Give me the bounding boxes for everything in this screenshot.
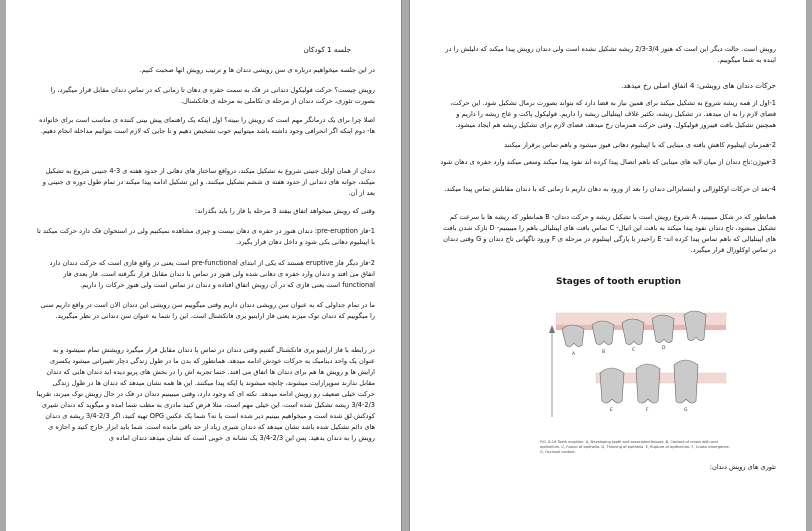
tooth-eruption-illustration [540, 277, 730, 437]
paragraph-movement-4: 4-بعد ان حرکات اوکلوزالی و اینسایزالی دندان را بعد از ورود به دهان داریم تا زمانی که با دندان مقابلش تماس پیدا میکند. [444, 185, 776, 193]
figure-label-e: E [610, 408, 613, 413]
document-page-right [409, 0, 806, 531]
paragraph-movement-2: 2-همزمان اپیتلیوم کاهش یافته ی مینایی که با اپیتلیوم دهانی فیوز میشود و باهم تماس برقرار میکنند [504, 141, 776, 149]
figure-caption: FIG. 6-16 Tooth eruption. A, Developing tooth and associated tissues. B, Contact of crown with oral epithelium. C, Fusion of epithelia. D, Thinning of epithelia. E, Rupture of epithelium. F, Crown emergence. G, Occlusal contact. [540, 440, 730, 454]
figure-label-d: D [662, 346, 666, 351]
session-title: جلسه 1 کودکان [303, 45, 351, 54]
figure-label-f: F [646, 408, 649, 413]
paragraph-importance: اصلا چرا برای یک درمانگر مهم است که رویش را ببینه؟ اول اینکه یک راهنمای پیش بینی کننده ی مناسب است برای خانواده ها- دوم اینکه اگر انحرافی وجود داشته باشد میتوانیم خوب تشخیص دهیم و تا جایی که لازم است بتوانیم مداخله انجام دهیم. [39, 116, 375, 135]
paragraph-movement-1: 1-اول از همه ریشه شروع به تشکیل میکند برای همین نیاز به فضا دارد که بتواند بصورت نرمال تشکیل شود. این حرکت، فضای لازم را به ان میدهد. در تشکیل ریشه، تکثیر غلاف اپیتلیالی ریشه را داریم. فولیکول پاکت و عاج ریشه را داریم و همچنین تشکیل بافت فیبروز فولیکول. وقتی حرکت همزمان رخ میدهد، فضای لازم برای تشکیل ریشه هم ایجاد میشود. [450, 99, 776, 129]
paragraph-development: دندان از همان اوایل جنینی شروع به تشکیل میکند، درواقع ساختار های دهانی از حدود هفته ی 3-4 جنینی شروع به تشکیل میکند، جوانه های دندانی از حدود هفته ی ششم تشکیل میکنند. و این تشکیل ادامه پیدا میکند در تمام طول دوره ی جنینی و بعد از آن. [42, 167, 375, 197]
document-page-left [6, 0, 402, 531]
figure-label-b: B [602, 350, 606, 355]
paragraph-movement-3: 3-فیوژن:تاج دندان از میان لایه های مینایی که باهم اتصال پیدا کرده اند نفوذ پیدا میکند وسعی میکند وارد حفره ی دهان شود [440, 158, 776, 166]
paragraph-phase-2: 2-فاز دیگر فاز eruptive هستند که یکی از ابتدای pre-functional است یعنی در واقع فازی است که حرکت دندان دارد اتفاق می افتد و دندان وارد حفره ی دهانی شده ولی هنوز در تماس با دندان مقابل قرار نگرفته است. فاز بعدی فاز functional است یعنی فازی که در آن رویش اتفاق افتاده و دندان در تماس است ولی هنوز حرکات را داریم. [49, 259, 375, 289]
paragraph-eruption-definition: رویش چیست؟ حرکت فولیکول دندانی در فک به سمت حفره ی دهان تا زمانی که در تماس دندان مقابل قرار میگیرد، را بصورت تئوری، حرکت دندان از مرحله ی تکاملی به مرحله ی فانکشنال. [50, 86, 375, 105]
figure-label-g: G [684, 408, 688, 413]
paragraph-figure-description: همانطور که در شکل میبینید، A شروع رویش است با تشکیل ریشه و حرکت دندان- B همانطور که ریشه ها با سرعت کم تشکیل میشود، تاج دندان نفوذ پیدا میکند به بافت این اتیال- C تماس بافت های اپیتلیالی باهم را میبینیم- D نازک شدن بافت های اپیتلیالی که باهم تماس پیدا کرده اند- E راحیدر با پارگی اپیتلیوم در مرحله ی F ورود ناگهانی تاج دندان و G وقتی دندان در تماس اوکلوزال قرار میگیرد. [442, 213, 776, 254]
paragraph-eruption-theories: تئوری های رویش دندان: [709, 463, 776, 471]
paragraph-phase-1: 1-فاز pre-eruption: دندان هنوز در حفره ی دهان نیست و چیزی مشاهده نمیکنیم ولی در استخوان فک دارد حرکت میکند تا با اپیتلیوم دهانی یکی شود و داخل دهان قرار بگیرد. [37, 227, 375, 246]
paragraph-dynamic-eruption: در رابطه با فاز ارایتیو پری فانکشنال گفتیم وقتی دندان در تماس با دندان مقابل قرار میگیرد رویشش تمام نمیشود و به عنوان یک واحد دینامیک به حرکات خودش ادامه میدهد. همانطور که بدن ما در طول زندگی دچار تغییراتی میشود یکسری ارایش ها و رویش ها هم برای دندان ها اتفاق می افتد. حتما تجربه اش را در بخش های پریو دیده اید دندان هایی که دندان مقابل ندارند سوپرارایت میشوند، چانچه میشوند یا ایکه پیدا میکنند. این ها همه نشان میدهد که دندان ها در طول زندگی حرکت خیلی ضعیف رو رویش ادامه میدهد. نکته ای که وجود دارد، وقتی میبینیم دندان در فک در حال رویش توک میزند، تقریبا 2/3-3/4 ریشه تشکیل شده است. این خیلی مهم است، مثلا فرض کنید مادری به مطب شما امده و میگوید که دندان شیری کودکش لق شده است و میخواهیم ببینیم دیر شده است یا نه؟ شما یک عکس OPG تهیه کنید، اگر 2/3-3/4 ریشه ی دندان های دائم تشکیل شده باشد نشان میدهد که دندان شیری زیاد از حد باقی مانده است. شما باید ابزار خارج کنید و اجازه ی رویش را به دندان بدهید. پس این 2/3-3/4 یک نشانه ی خوبی است که نشان میدهد دندان اماده ی [36, 346, 375, 442]
tooth-eruption-figure [540, 277, 730, 455]
paragraph-phases-intro: وقتی که رویش میخواهد اتفاق بیفتد 3 مرحله یا فاز را باید بگذراند: [195, 207, 375, 215]
figure-label-c: C [632, 348, 636, 353]
paragraph-intro: در این جلسه میخواهیم درباره ی سن رویشی دندان ها و ترتیب رویش انها صحبت کنیم. [139, 66, 375, 74]
paragraph-eruption-age: ما در تمام جداولی که به عنوان سن رویشی دندان داریم وقتی میگوییم سن رویشی این دندان الان است در واقع داریم سنی را میگوییم که دندان توک میزند یعنی فاز ارایتیو یری فانکشنال است. این را شما به عنوان سن دندانی در نظر میگیرید. [40, 301, 375, 320]
paragraph-continuation: رویش است. حالت دیگر این است که هنوز 3/4-2/3 ریشه تشکیل نشده است ولی دندان رویش پیدا میکند که دلیلش را در اینده به شما میگوییم. [445, 45, 776, 64]
figure-title: Stages of tooth eruption [556, 277, 682, 287]
subheading-eruptive-movements: حرکات دندان های رویشی: 4 اتفاق اصلی رخ میدهد. [621, 81, 776, 90]
figure-label-a: A [572, 352, 576, 357]
